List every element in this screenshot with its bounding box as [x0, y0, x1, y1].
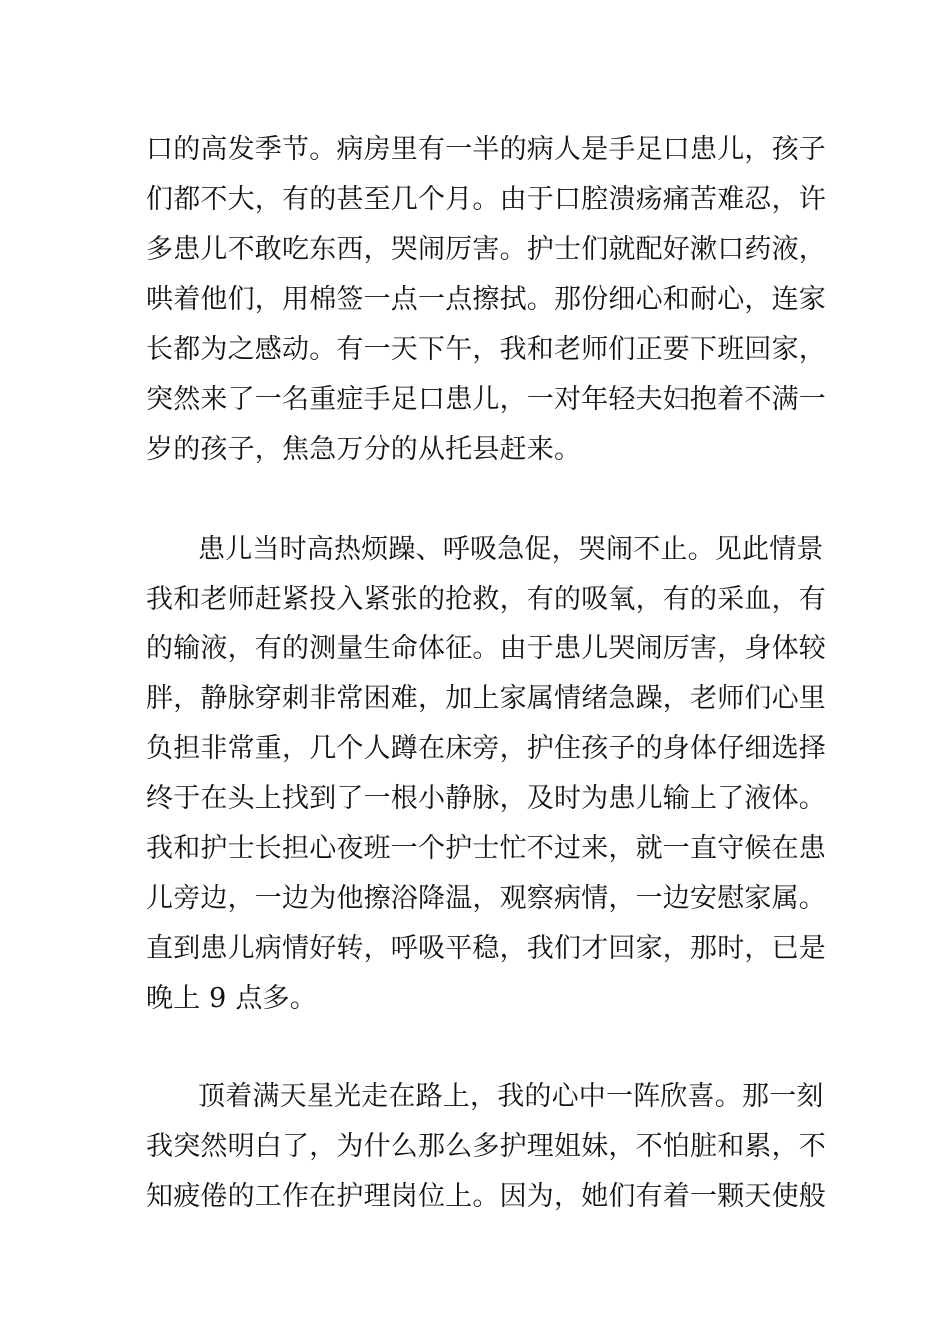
text-line: 的输液，有的测量生命体征。由于患儿哭闹厉害，身体较	[146, 633, 826, 664]
text-line: 口的高发季节。病房里有一半的病人是手足口患儿，孩子	[146, 134, 826, 165]
text-line: 突然来了一名重症手足口患儿，一对年轻夫妇抱着不满一	[146, 384, 826, 415]
text-line: 知疲倦的工作在护理岗位上。因为，她们有着一颗天使般	[146, 1181, 826, 1212]
text-line: 我和护士长担心夜班一个护士忙不过来，就一直守候在患	[146, 833, 826, 864]
text-line: 们都不大，有的甚至几个月。由于口腔溃疡痛苦难忍，许	[146, 184, 826, 215]
text-line: 多患儿不敢吃东西，哭闹厉害。护士们就配好漱口药液，	[146, 234, 826, 265]
text-line: 顶着满天星光走在路上，我的心中一阵欣喜。那一刻	[198, 1081, 824, 1112]
text-line: 晚上 9 点多。	[146, 983, 317, 1014]
text-line: 我和老师赶紧投入紧张的抢救，有的吸氧，有的采血，有	[146, 584, 826, 615]
text-line: 我突然明白了，为什么那么多护理姐妹，不怕脏和累，不	[146, 1131, 826, 1162]
text-line: 胖，静脉穿刺非常困难，加上家属情绪急躁，老师们心里	[146, 683, 826, 714]
text-line: 患儿当时高热烦躁、呼吸急促，哭闹不止。见此情景	[198, 534, 824, 565]
text-line: 终于在头上找到了一根小静脉，及时为患儿输上了液体。	[146, 783, 826, 814]
text-line: 直到患儿病情好转，呼吸平稳，我们才回家，那时，已是	[146, 933, 826, 964]
text-line: 负担非常重，几个人蹲在床旁，护住孩子的身体仔细选择	[146, 733, 826, 764]
text-line: 哄着他们，用棉签一点一点擦拭。那份细心和耐心，连家	[146, 284, 826, 315]
text-line: 岁的孩子，焦急万分的从托县赶来。	[146, 434, 582, 465]
text-line: 儿旁边，一边为他擦浴降温，观察病情，一边安慰家属。	[146, 883, 826, 914]
text-line: 长都为之感动。有一天下午，我和老师们正要下班回家，	[146, 334, 826, 365]
